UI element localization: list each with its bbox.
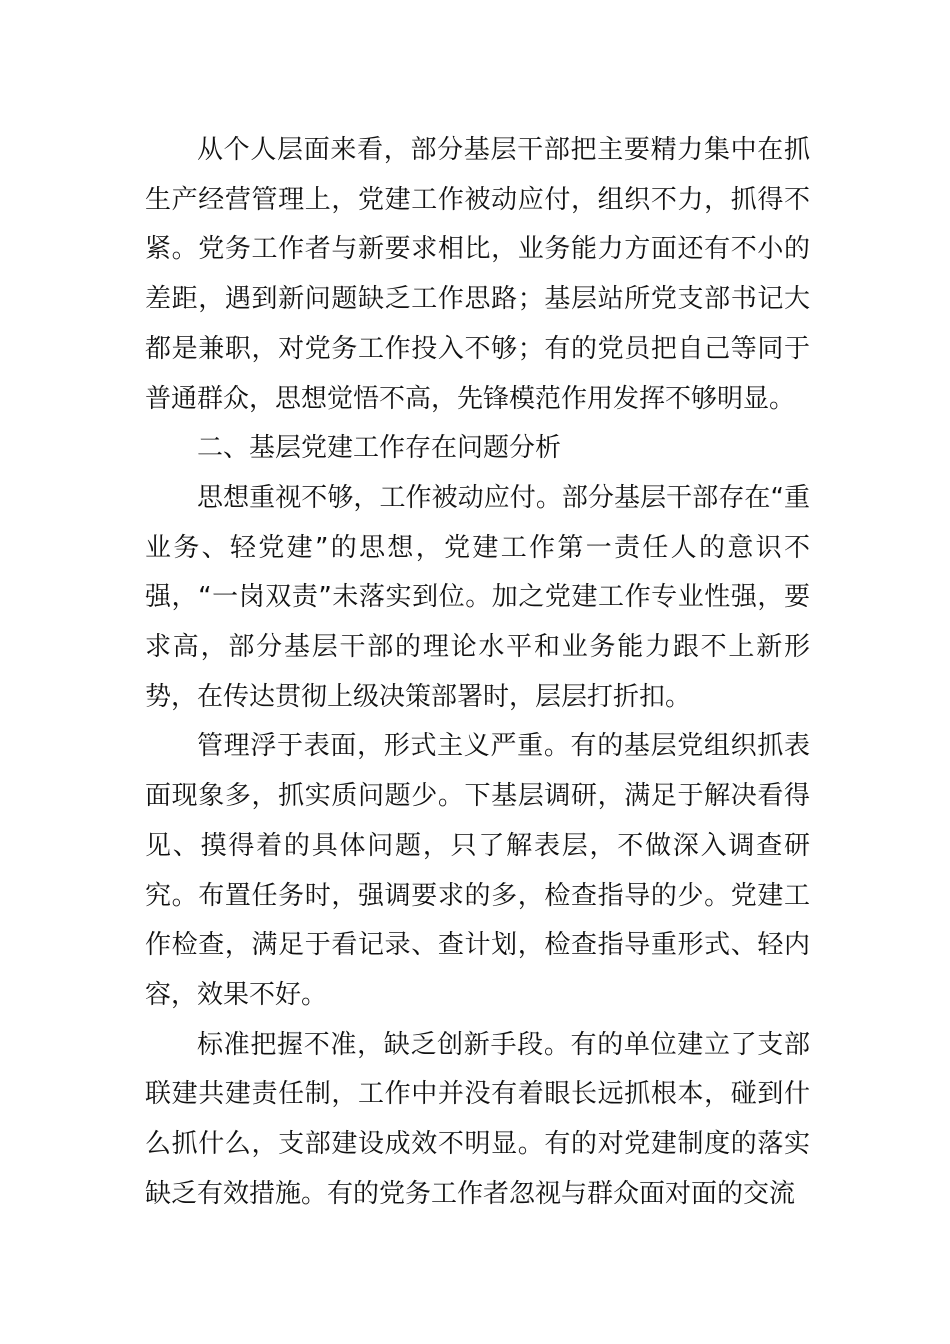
- paragraph-lack-of-innovation: 标准把握不准，缺乏创新手段。有的单位建立了支部联建共建责任制，工作中并没有着眼长远抓根本，碰到什么抓什么，支部建设成效不明显。有的对党建制度的落实缺乏有效措施。有的党务工作者忽视与群众面对面的交流: [145, 1029, 810, 1209]
- paragraph-individual-level: 从个人层面来看，部分基层干部把主要精力集中在抓生产经营管理上，党建工作被动应付，组织不力，抓得不紧。党务工作者与新要求相比，业务能力方面还有不小的差距，遇到新问题缺乏工作思路；基层站所党支部书记大都是兼职，对党务工作投入不够；有的党员把自己等同于普通群众，思想觉悟不高，先锋模范作用发挥不够明显。: [145, 135, 810, 414]
- document-body: [145, 126, 810, 1219]
- paragraph-insufficient-attention: 思想重视不够，工作被动应付。部分基层干部存在“重业务、轻党建”的思想，党建工作第一责任人的意识不强，“一岗双责”未落实到位。加之党建工作专业性强，要求高，部分基层干部的理论水平和业务能力跟不上新形势，在传达贯彻上级决策部署时，层层打折扣。: [145, 482, 810, 712]
- paragraph-superficial-management: 管理浮于表面，形式主义严重。有的基层党组织抓表面现象多，抓实质问题少。下基层调研，满足于解决看得见、摸得着的具体问题，只了解表层，不做深入调查研究。布置任务时，强调要求的多，检查指导的少。党建工作检查，满足于看记录、查计划，检查指导重形式、轻内容，效果不好。: [145, 731, 810, 1010]
- section-heading-problem-analysis: 二、基层党建工作存在问题分析: [197, 433, 562, 464]
